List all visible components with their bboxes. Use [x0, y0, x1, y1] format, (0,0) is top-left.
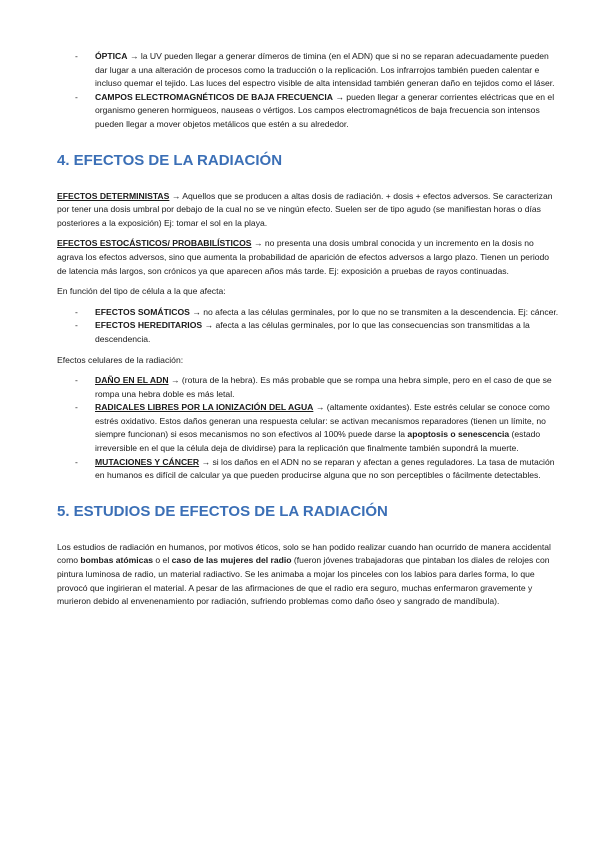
- mutaciones-text: si los daños en el ADN no se reparan y afectan a genes reguladores. La tasa de mutación en humanos es difícil de calcular ya que pueden producirse alguna que no son perceptibles o fácilmente detectables.: [95, 456, 555, 481]
- cell-type-intro: En función del tipo de célula a la que afecta:: [57, 286, 226, 297]
- term-somaticos: EFECTOS SOMÁTICOS: [95, 306, 190, 317]
- radicales-text-a: (altamente oxidantes). Este estrés celular se conoce como estrés oxidativo. Estos daños generan una respuesta celular: se activan mecanismos reparadores (tienen un límite, no siempre funcionan) si esos mecanismos no son efectivos al 100% puede darse la: [95, 402, 550, 440]
- bombas-atomicas-term: bombas atómicas: [80, 555, 153, 566]
- campos-text: pueden llegar a generar corrientes eléctricas que en el organismo generen hormigueos, nauseas o vértigos. Los campos electromagnéticos de baja frecuencia son intensos pueden llegar a mover objetos metálicos que estén a su alrededor.: [95, 91, 555, 129]
- cellular-effects-intro: Efectos celulares de la radiación:: [57, 354, 184, 365]
- list-item-somaticos: [57, 306, 559, 320]
- term-estocasticos: EFECTOS ESTOCÁSTICOS/ PROBABILÍSTICOS: [57, 238, 252, 249]
- term-dano-adn: DAÑO EN EL ADN: [95, 375, 169, 386]
- arrow-icon: →: [335, 91, 344, 102]
- list-dash: -: [75, 402, 78, 413]
- optica-text: la UV pueden llegar a generar dímeros de timina (en el ADN) que si no se reparan adecuadamente pueden dar lugar a una alteración de procesos como la traducción o la replicación. Los infrarrojos también pueden calentar e incluso quemar el tejido. Las luces del espectro visible de alta intensidad también generan daño en tejidos como el láser.: [95, 51, 555, 89]
- somaticos-text: no afecta a las células germinales, por lo que no se transmiten a la descendencia. Ej: cáncer.: [200, 306, 559, 317]
- section-4-heading: 4. EFECTOS DE LA RADIACIÓN: [57, 151, 283, 169]
- studies-text-3: (fueron jóvenes trabajadoras que pintaban los diales de relojes con pintura luminosa de radio, un material radiactivo. Se les animaba a mojar los pinceles con los labios para darles forma, lo que provocó que ingirieran el material. A pesar de las afirmaciones de que el radio era seguro, muchas enfermaron gravemente y murieron debido al envenenamiento por radiación, sufriendo problemas como daño óseo y sangrado de mandíbula).: [57, 555, 550, 607]
- term-hereditarios: EFECTOS HEREDITARIOS: [95, 320, 203, 331]
- section-5-heading: 5. ESTUDIOS DE EFECTOS DE LA RADIACIÓN: [57, 502, 388, 520]
- list-dash: -: [75, 320, 78, 331]
- list-item-hereditarios: [57, 319, 559, 346]
- studies-text-1: Los estudios de radiación en humanos, por motivos éticos, solo se han podido realizar cuando han ocurrido de manera accidental como: [57, 541, 551, 566]
- studies-paragraph: [57, 541, 559, 609]
- arrow-icon: →: [192, 306, 201, 317]
- list-dash: -: [75, 456, 78, 467]
- arrow-icon: →: [201, 456, 211, 467]
- term-deterministas: EFECTOS DETERMINISTAS: [57, 190, 170, 201]
- list-dash: -: [75, 91, 78, 102]
- list-item-radicales: [57, 401, 559, 455]
- studies-text-2: o el: [153, 555, 172, 566]
- list-item-campos: [57, 91, 559, 132]
- mujeres-radio-term: caso de las mujeres del radio: [171, 555, 292, 566]
- list-dash: -: [75, 375, 78, 386]
- arrow-icon: →: [315, 402, 325, 413]
- arrow-icon: →: [170, 375, 180, 386]
- list-dash: -: [75, 306, 78, 317]
- estocasticos-paragraph: [57, 237, 559, 278]
- list-item-dano-adn: [57, 374, 559, 401]
- deterministas-text: → Aquellos que se producen a altas dosis de radiación. + dosis + efectos adversos. Se caracterizan por tener una dosis umbral por debajo de la cual no se ve ningún efecto. Suelen ser de tipo agudo (se manifiestan horas o días posteriores a la exposición) Ej: tomar el sol en la playa.: [57, 190, 553, 228]
- arrow-icon: →: [204, 320, 214, 331]
- list-dash: -: [75, 51, 78, 61]
- cellular-effects-list: [57, 374, 559, 483]
- radicales-text-b: (estado irreversible en el que la célula deja de dividirse) para la replicación que finalmente también supondrá la muerte.: [95, 429, 541, 454]
- hereditarios-text: afecta a las células germinales, por lo que las consecuencias son transmitidas a la descendencia.: [95, 320, 530, 344]
- arrow-icon: →: [129, 51, 139, 61]
- term-radicales: RADICALES LIBRES POR LA IONIZACIÓN DEL AGUA: [95, 402, 314, 413]
- deterministas-paragraph: [57, 190, 559, 231]
- list-item-optica: [57, 50, 559, 91]
- term-campos: CAMPOS ELECTROMAGNÉTICOS DE BAJA FRECUENCIA: [95, 91, 333, 102]
- term-optica: ÓPTICA: [95, 51, 128, 61]
- radiation-types-list: [57, 50, 559, 132]
- dano-adn-text: (rotura de la hebra). Es más probable que se rompa una hebra simple, pero en el caso de que se rompa una hebra doble es más letal.: [95, 375, 552, 399]
- estocasticos-text: → no presenta una dosis umbral conocida y un incremento en la dosis no agrava los efectos adversos, sino que aumenta la probabilidad de aparición de efectos adversos a largo plazo. Tienen un periodo de latencia más largos, son crónicos ya que aparecen años más tarde. Ej: exposición a pruebas de rayos continuadas.: [57, 238, 550, 276]
- apoptosis-term: apoptosis o senescencia: [407, 429, 510, 440]
- term-mutaciones: MUTACIONES Y CÁNCER: [95, 456, 200, 467]
- list-item-mutaciones: [57, 456, 559, 483]
- cell-effects-list: [57, 306, 559, 347]
